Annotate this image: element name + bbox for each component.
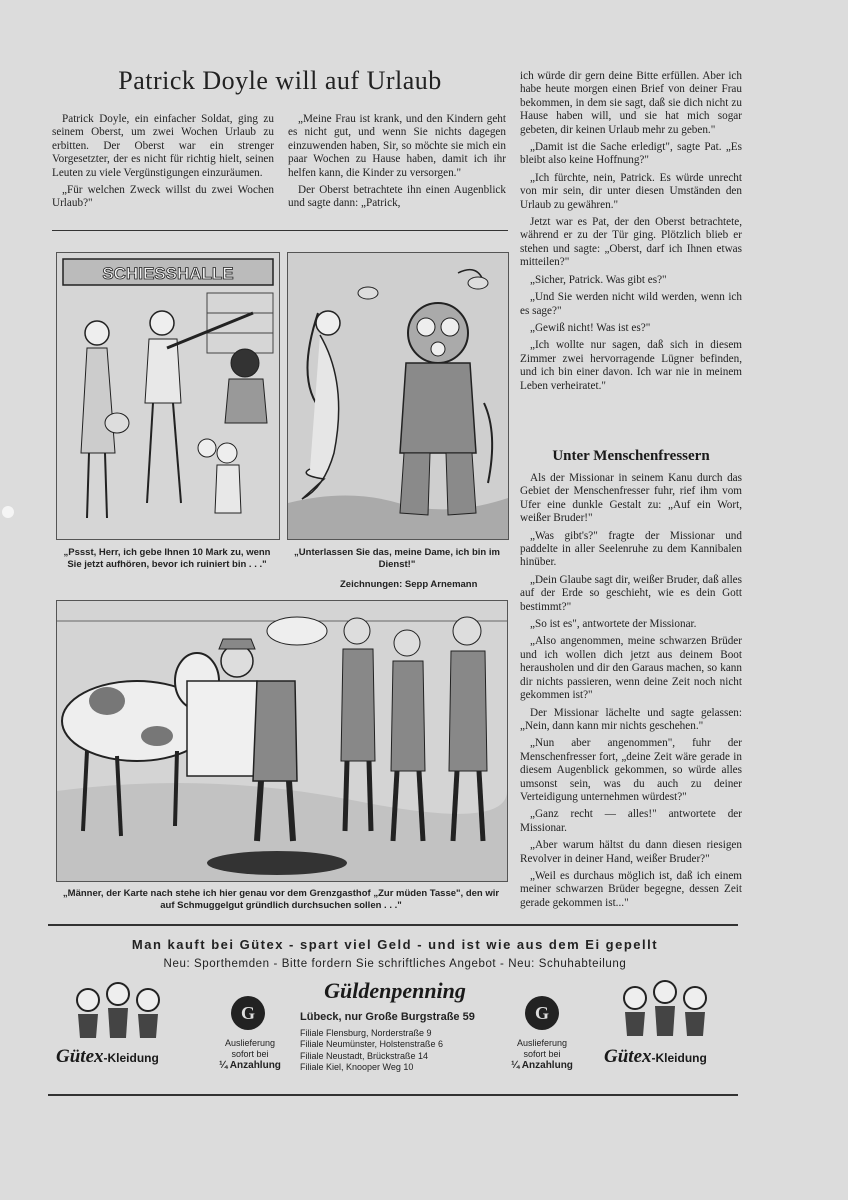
caption-cartoon-2: „Unterlassen Sie das, meine Dame, ich bin im Dienst!" xyxy=(294,547,500,570)
paragraph: „Also angenommen, meine schwarzen Brüder und ich wollen dich jetzt aus deinem Boot herausholen und dir den Garaus machen, so kann dir nichts passieren, wenn deine Zeit noch nicht gekommen ist?" xyxy=(520,635,742,702)
paragraph: „So ist es", antwortete der Missionar. xyxy=(530,618,697,631)
article-column-3 xyxy=(520,70,742,397)
paragraph: ich würde dir gern deine Bitte erfüllen. Aber ich habe heute morgen einen Brief von deiner Frau bekommen, in dem sie sagt, daß sie dich nicht zu Hause haben will, und sie hat mich sogar gebeten, dir keinen Urlaub mehr zu geben." xyxy=(520,70,742,136)
article-title: Patrick Doyle will auf Urlaub xyxy=(118,66,442,95)
paragraph: Der Oberst betrachtete ihn einen Augenblick und sagte dann: „Patrick, xyxy=(288,184,506,210)
paragraph: Patrick Doyle, ein einfacher Soldat, ging zu seinem Oberst, um zwei Wochen Urlaub zu erbitten. Der Oberst war ein strenger Vorgesetzter, der es nicht für richtig hielt, seinen Leuten zu viele Vergünstigungen einzuräumen. xyxy=(52,113,274,179)
delivery-note-left: Auslieferung sofort bei ¼ Anzahlung xyxy=(219,1038,281,1071)
article-column-1 xyxy=(52,113,274,215)
punch-hole xyxy=(2,506,14,518)
border-patrol-illustration xyxy=(57,601,507,881)
paragraph: „Meine Frau ist krank, und den Kindern geht es nicht gut, und wenn Sie nichts dagegen einzuwenden haben, Sir, so möchte sie mich ein paar Wochen zu Hause haben, damit ich ihr helfen kann, die Kinder zu versorgen." xyxy=(288,113,506,179)
cartoon-border-patrol xyxy=(56,600,508,882)
guldenpenning-title: Güldenpenning xyxy=(324,978,466,1003)
paragraph: Der Missionar lächelte und sagte gelassen: „Nein, dann kann mir nichts geschehen." xyxy=(520,706,742,732)
article2-column xyxy=(520,472,742,914)
paragraph: „Gewiß nicht! Was ist es?" xyxy=(530,321,651,334)
paragraph: „Was gibt's?" fragte der Missionar und paddelte in aller Seelenruhe zu dem Kannibalen hinüber. xyxy=(520,529,742,569)
cartoon-shooting-gallery xyxy=(56,252,280,540)
paragraph: „Ich fürchte, nein, Patrick. Es würde unrecht von mir sein, dir unter diesen Umständen den Urlaub zu gewähren." xyxy=(520,171,742,211)
paragraph: Jetzt war es Pat, der den Oberst betrachtete, während er zu der Tür ging. Plötzlich blieb er stehen und sagte: „Oberst, darf ich Ihnen etwas mitteilen?" xyxy=(520,216,742,269)
cartoon-mermaid-diver xyxy=(287,252,509,540)
guldenpenning-address: Lübeck, nur Große Burgstraße 59 Filiale Flensburg, Norderstraße 9 Filiale Neumünster, Holstenstraße 6 Filiale Neustadt, Brückstraße 14 Filiale Kiel, Knooper Weg 10 xyxy=(300,1011,475,1072)
paragraph: Als der Missionar in seinem Kanu durch das Gebiet der Menschenfresser fuhr, rief ihm vom Ufer eine dunkle Gestalt zu: „Auf ein Wort, weißer Bruder!" xyxy=(520,472,742,525)
mermaid-diver-illustration xyxy=(288,253,508,539)
paragraph: „Für welchen Zweck willst du zwei Wochen Urlaub?" xyxy=(52,184,274,210)
shooting-gallery-illustration xyxy=(57,253,279,539)
paragraph: „Damit ist die Sache erledigt", sagte Pat. „Es bleibt also keine Hoffnung?" xyxy=(520,141,742,167)
guldenpenning-badge-left: G xyxy=(231,996,265,1030)
paragraph: „Dein Glaube sagt dir, weißer Bruder, daß alles auf der Erde so geschieht, wie es dein Gott bestimmt?" xyxy=(520,573,742,613)
guldenpenning-badge-right: G xyxy=(525,996,559,1030)
guetex-figures-right-icon xyxy=(615,978,715,1038)
paragraph: „Und Sie werden nicht wild werden, wenn ich es sage?" xyxy=(520,291,742,317)
divider xyxy=(52,230,508,231)
shop-sign: SCHIESSHALLE xyxy=(102,264,234,283)
ad-slogan: Man kauft bei Gütex - spart viel Geld - und ist wie aus dem Ei gepellt xyxy=(131,937,659,952)
guetex-brand-left: Gütex-Kleidung xyxy=(56,1046,159,1067)
paragraph: „Sicher, Patrick. Was gibt es?" xyxy=(530,273,667,286)
paragraph: „Weil es durchaus möglich ist, daß ich einem meiner schwarzen Brüder begegne, dessen Zeit gerade gekommen ist..." xyxy=(520,869,742,909)
paragraph: „Ganz recht — alles!" antwortete der Missionar. xyxy=(520,808,742,834)
illustration-credit: Zeichnungen: Sepp Arnemann xyxy=(340,579,478,590)
ad-bottom-rule xyxy=(48,1094,738,1096)
paragraph: „Ich wollte nur sagen, daß sich in diesem Zimmer zwei hervorragende Lügner befinden, und ich bin einer davon. Ich war nie in meinem Leben verheiratet." xyxy=(520,339,742,392)
paragraph: „Aber warum hältst du dann diesen riesigen Revolver in deiner Hand, weißer Bruder?" xyxy=(520,839,742,865)
ad-top-rule xyxy=(48,924,738,926)
caption-cartoon-3: „Männer, der Karte nach stehe ich hier genau vor dem Grenzgasthof „Zur müden Tasse", den wir auf Schmuggelgut gründlich durchsuchen sollen . . ." xyxy=(62,888,500,911)
guetex-brand-right: Gütex-Kleidung xyxy=(604,1046,707,1067)
article2-title: Unter Menschenfressern xyxy=(552,448,710,464)
article-column-2 xyxy=(288,113,506,215)
caption-cartoon-1: „Pssst, Herr, ich gebe Ihnen 10 Mark zu, wenn Sie jetzt aufhören, bevor ich ruiniert bin . . ." xyxy=(63,547,271,570)
paragraph: „Nun aber angenommen", fuhr der Menschenfresser fort, „deine Zeit wäre gerade in diesem Augenblick gekommen, so würde alles umsonst sein, was du auch zu deiner Verteidigung unternehmen würdest?" xyxy=(520,737,742,803)
ad-subline: Neu: Sporthemden - Bitte fordern Sie schriftliches Angebot - Neu: Schuhabteilung xyxy=(163,958,627,970)
delivery-note-right: Auslieferung sofort bei ¼ Anzahlung xyxy=(511,1038,573,1071)
guetex-figures-left-icon xyxy=(68,980,168,1040)
